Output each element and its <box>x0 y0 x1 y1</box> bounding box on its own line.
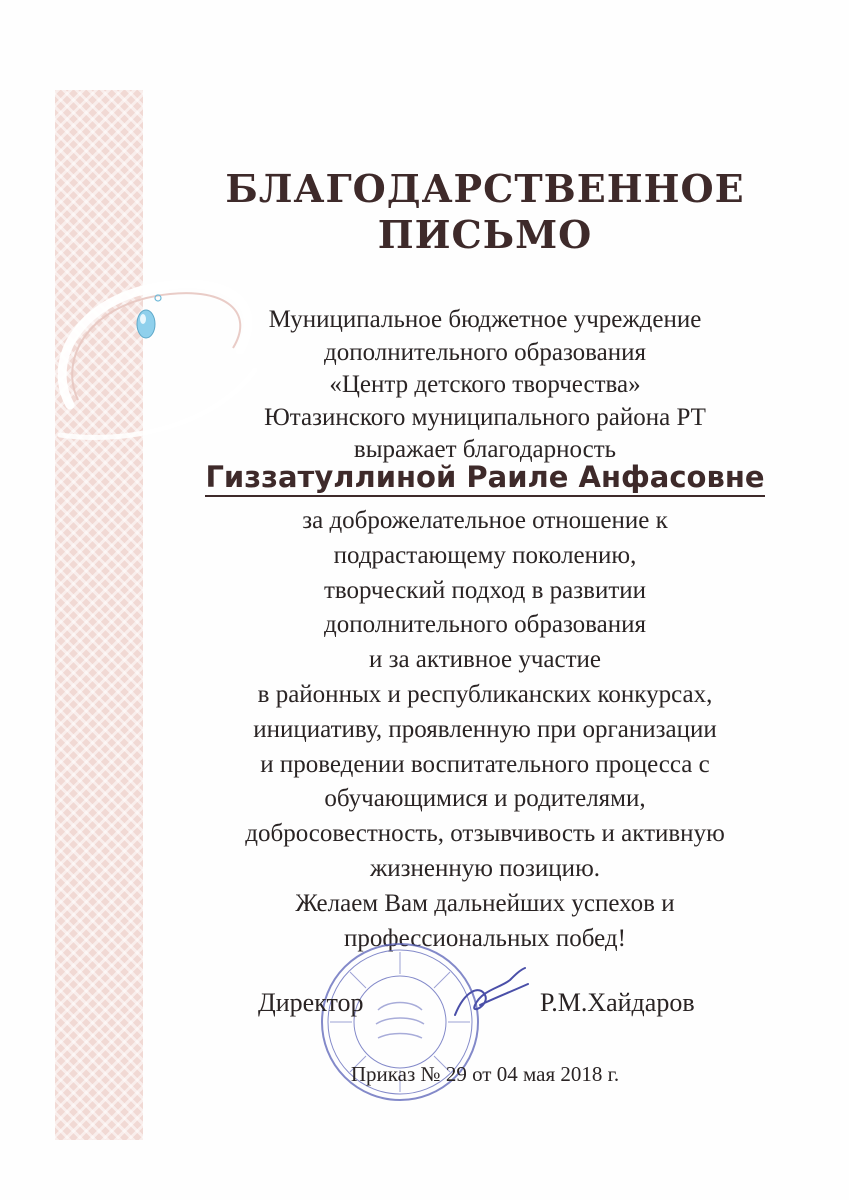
reason-line: добросовестность, отзывчивость и активную <box>245 820 725 848</box>
reason-line: творческий подход в развитии <box>323 576 647 604</box>
organization-line: выражает благодарность <box>353 436 617 463</box>
wishes-line: профессиональных побед! <box>344 924 626 952</box>
reason-line: обучающимися и родителями, <box>324 785 646 813</box>
organization-line: «Центр детского творчества» <box>329 371 641 398</box>
reason-line: инициативу, проявленную при организации <box>253 715 717 743</box>
reason-line: дополнительного образования <box>323 611 647 639</box>
organization-block <box>150 304 820 467</box>
title-line-2: ПИСЬМО <box>377 212 593 257</box>
wishes-line: Желаем Вам дальнейших успехов и <box>295 889 675 917</box>
director-name: Р.М.Хайдаров <box>540 988 695 1017</box>
organization-line: дополнительного образования <box>323 338 647 366</box>
reasons-block <box>150 504 820 956</box>
director-title: Директор <box>258 988 364 1017</box>
reason-line: в районных и республиканских конкурсах, <box>257 680 713 708</box>
recipient-name: Гиззатуллиной Раиле Анфасовне <box>205 460 764 497</box>
decorative-strip <box>55 90 143 1140</box>
organization-line: Ютазинского муниципального района РТ <box>264 403 706 431</box>
reason-line: подрастающему поколению, <box>333 541 637 569</box>
reason-line: жизненную позицию. <box>369 854 600 882</box>
organization-line: Муниципальное бюджетное учреждение <box>268 306 702 333</box>
recipient-name-block <box>150 460 820 494</box>
reason-line: и проведении воспитательного процесса с <box>260 750 710 778</box>
handwritten-signature-icon <box>440 960 540 1030</box>
order-reference: Приказ № 29 от 04 мая 2018 г. <box>350 1062 620 1086</box>
title-line-1: БЛАГОДАРСТВЕННОЕ <box>225 166 745 211</box>
reason-line: и за активное участие <box>368 646 602 674</box>
reason-line: за доброжелательное отношение к <box>302 507 668 534</box>
